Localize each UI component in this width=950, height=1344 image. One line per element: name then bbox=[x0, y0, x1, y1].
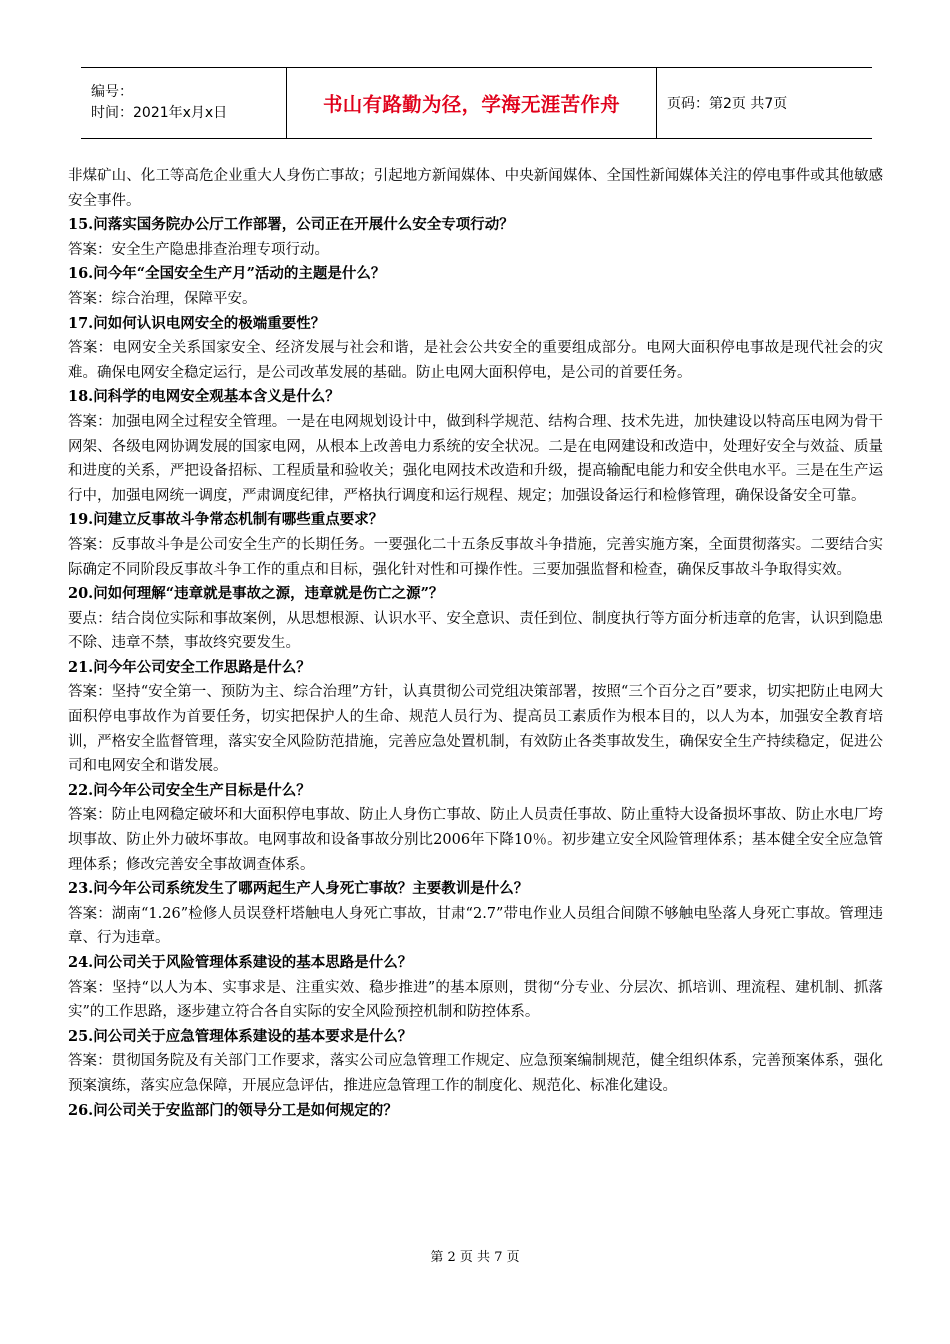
question-heading: 15.问落实国务院办公厅工作部署，公司正在开展什么安全专项行动？ bbox=[68, 216, 514, 234]
page-footer: 第 2 页 共 7 页 bbox=[430, 1250, 520, 1265]
answer-paragraph: 答案：贯彻国务院及有关部门工作要求，落实公司应急管理工作规定、应急预案编制规范，健全组织体系，完善预案体系，强化预案演练，落实应急保障，开展应急评估，推进应急管理工作的制度化、规范化、标准化建设。 bbox=[68, 1053, 883, 1094]
question-heading: 21.问今年公司安全工作思路是什么？ bbox=[68, 658, 311, 676]
question-heading: 22.问今年公司安全生产目标是什么？ bbox=[68, 781, 311, 799]
page-number-label: 页码：第2页 共7页 bbox=[667, 96, 788, 112]
body-paragraph: 非煤矿山、化工等高危企业重大人身伤亡事故；引起地方新闻媒体、中央新闻媒体、全国性新闻媒体关注的停电事件或其他敏感安全事件。 bbox=[68, 168, 883, 209]
answer-paragraph: 答案：湖南“1.26”检修人员误登杆塔触电人身死亡事故，甘肃“2.7”带电作业人员组合间隙不够触电坠落人身死亡事故。管理违章、行为违章。 bbox=[68, 905, 883, 947]
question-heading: 20.问如何理解“违章就是事故之源，违章就是伤亡之源”？ bbox=[68, 585, 444, 603]
date-label: 时间：2021年x月x日 bbox=[91, 105, 228, 121]
answer-paragraph: 答案：坚持“安全第一、预防为主、综合治理”方针，认真贯彻公司党组决策部署，按照“三个百分之百”要求，切实把防止电网大面积停电事故作为首要任务，切实把保护人的生命、规范人员行为、提高员工素质作为根本目的，以人为本，加强安全教育培训，严格安全监督管理，落实安全风险防范措施，完善应急处置机制，有效防止各类事故发生，确保安全生产持续稳定，促进公司和电网安全和谐发展。 bbox=[68, 684, 883, 775]
answer-paragraph: 答案：安全生产隐患排查治理专项行动。 bbox=[68, 241, 329, 258]
answer-paragraph: 答案：电网安全关系国家安全、经济发展与社会和谐，是社会公共安全的重要组成部分。电网大面积停电事故是现代社会的灾难。确保电网安全稳定运行，是公司改革发展的基础。防止电网大面积停电，是公司的首要任务。 bbox=[68, 340, 883, 381]
header-page-cell bbox=[657, 68, 787, 138]
question-heading: 26.问公司关于安监部门的领导分工是如何规定的？ bbox=[68, 1101, 398, 1119]
answer-paragraph: 答案：反事故斗争是公司安全生产的长期任务。一要强化二十五条反事故斗争措施，完善实施方案，全面贯彻落实。二要结合实际确定不同阶段反事故斗争工作的重点和目标，强化针对性和可操作性。三要加强监督和检查，确保反事故斗争取得实效。 bbox=[68, 536, 883, 578]
question-heading: 24.问公司关于风险管理体系建设的基本思路是什么？ bbox=[68, 954, 413, 971]
header-motto-cell bbox=[286, 68, 657, 138]
question-heading: 25.问公司关于应急管理体系建设的基本要求是什么？ bbox=[68, 1027, 413, 1045]
question-heading: 19.问建立反事故斗争常态机制有哪些重点要求？ bbox=[68, 511, 384, 529]
answer-paragraph: 答案：坚持“以人为本、实事求是、注重实效、稳步推进”的基本原则，贯彻“分专业、分层次、抓培训、理流程、建机制、抓落实”的工作思路，逐步建立符合各自实际的安全风险预控机制和防控体系。 bbox=[68, 979, 883, 1021]
question-heading: 16.问今年“全国安全生产月”活动的主题是什么？ bbox=[68, 265, 386, 283]
document-body bbox=[68, 164, 883, 1123]
motto-text: 书山有路勤为径，学海无涯苦作舟 bbox=[322, 93, 620, 116]
page-header bbox=[81, 67, 872, 139]
question-heading: 17.问如何认识电网安全的极端重要性？ bbox=[68, 314, 326, 332]
answer-paragraph: 答案：加强电网全过程安全管理。一是在电网规划设计中，做到科学规范、结构合理、技术先进，加快建设以特高压电网为骨干网架、各级电网协调发展的国家电网，从根本上改善电力系统的安全状况。二是在电网建设和改造中，处理好安全与效益、质量和进度的关系，严把设备招标、工程质量和验收关；强化电网技术改造和升级，提高输配电能力和安全供电水平。三是在生产运行中，加强电网统一调度，严肃调度纪律，严格执行调度和运行规程、规定；加强设备运行和检修管理，确保设备安全可靠。 bbox=[68, 413, 883, 504]
header-meta bbox=[81, 68, 286, 138]
answer-paragraph: 答案：防止电网稳定破坏和大面积停电事故、防止人身伤亡事故、防止人员责任事故、防止重特大设备损坏事故、防止水电厂垮坝事故、防止外力破坏事故。电网事故和设备事故分别比2006年下降10％。初步建立安全风险管理体系；基本健全安全应急管理体系；修改完善安全事故调查体系。 bbox=[68, 807, 883, 873]
answer-paragraph: 答案：综合治理，保障平安。 bbox=[68, 290, 257, 307]
question-heading: 23.问今年公司系统发生了哪两起生产人身死亡事故？主要教训是什么？ bbox=[68, 880, 529, 898]
question-heading: 18.问科学的电网安全观基本含义是什么？ bbox=[68, 388, 340, 406]
serial-number-label: 编号： bbox=[91, 84, 133, 100]
answer-paragraph: 要点：结合岗位实际和事故案例，从思想根源、认识水平、安全意识、责任到位、制度执行等方面分析违章的危害，认识到隐患不除、违章不禁，事故终究要发生。 bbox=[68, 610, 883, 652]
